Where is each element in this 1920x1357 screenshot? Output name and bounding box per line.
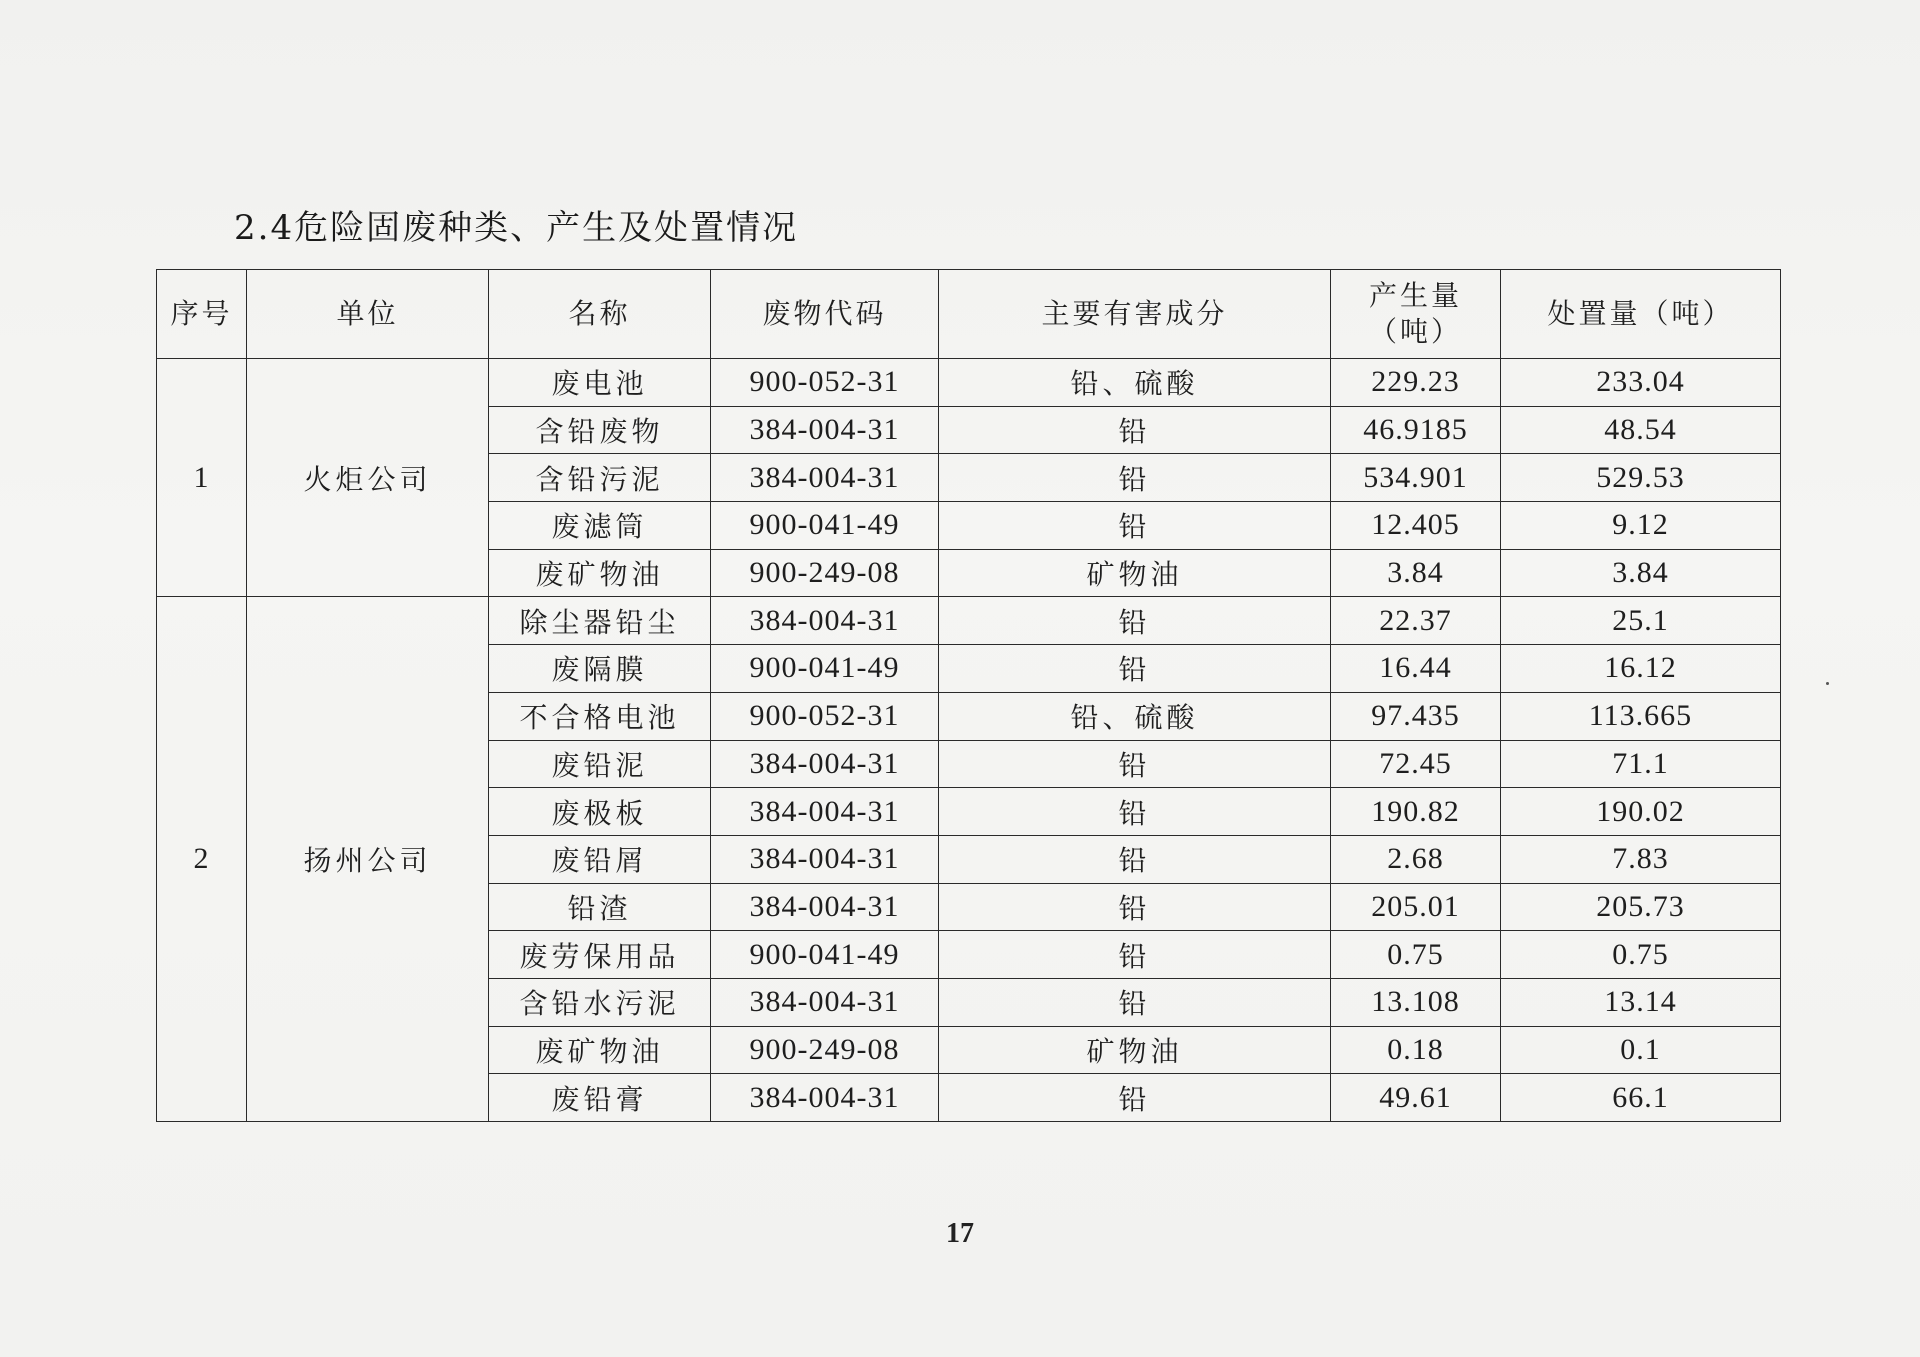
header-component: 主要有害成分: [939, 270, 1331, 359]
cell-name: 废隔膜: [489, 645, 711, 693]
cell-generated: 22.37: [1331, 597, 1501, 645]
cell-code: 384-004-31: [711, 406, 939, 454]
header-seq: 序号: [157, 270, 247, 359]
cell-name: 不合格电池: [489, 692, 711, 740]
cell-component: 铅: [939, 883, 1331, 931]
cell-disposed: 3.84: [1501, 549, 1781, 597]
cell-code: 384-004-31: [711, 454, 939, 502]
cell-code: 900-041-49: [711, 502, 939, 550]
cell-code: 900-052-31: [711, 692, 939, 740]
hazardous-waste-table: [156, 269, 1781, 1122]
cell-disposed: 25.1: [1501, 597, 1781, 645]
cell-generated: 205.01: [1331, 883, 1501, 931]
cell-generated: 13.108: [1331, 978, 1501, 1026]
cell-disposed: 113.665: [1501, 692, 1781, 740]
cell-code: 384-004-31: [711, 597, 939, 645]
cell-disposed: 190.02: [1501, 788, 1781, 836]
cell-component: 矿物油: [939, 1026, 1331, 1074]
table-body: [157, 359, 1781, 1122]
cell-generated: 0.18: [1331, 1026, 1501, 1074]
cell-name: 废铅泥: [489, 740, 711, 788]
cell-code: 900-041-49: [711, 645, 939, 693]
cell-component: 铅: [939, 931, 1331, 979]
cell-disposed: 7.83: [1501, 835, 1781, 883]
cell-disposed: 0.1: [1501, 1026, 1781, 1074]
cell-name: 废滤筒: [489, 502, 711, 550]
section-title: 2.4危险固废种类、产生及处置情况: [234, 208, 799, 248]
cell-generated: 12.405: [1331, 502, 1501, 550]
page-number: 17: [946, 1218, 974, 1249]
cell-code: 384-004-31: [711, 1074, 939, 1122]
cell-unit: 火炬公司: [247, 359, 489, 597]
cell-unit: 扬州公司: [247, 597, 489, 1122]
cell-disposed: 16.12: [1501, 645, 1781, 693]
table-row: [157, 359, 1781, 407]
cell-generated: 3.84: [1331, 549, 1501, 597]
cell-component: 铅、硫酸: [939, 692, 1331, 740]
cell-component: 矿物油: [939, 549, 1331, 597]
cell-name: 除尘器铅尘: [489, 597, 711, 645]
cell-code: 384-004-31: [711, 788, 939, 836]
cell-disposed: 0.75: [1501, 931, 1781, 979]
cell-name: 含铅废物: [489, 406, 711, 454]
cell-name: 废铅膏: [489, 1074, 711, 1122]
cell-generated: 190.82: [1331, 788, 1501, 836]
scan-speck: [1826, 682, 1829, 685]
cell-seq: 1: [157, 359, 247, 597]
cell-name: 含铅污泥: [489, 454, 711, 502]
cell-name: 废劳保用品: [489, 931, 711, 979]
cell-component: 铅: [939, 454, 1331, 502]
header-generated-line2: （吨）: [1368, 315, 1462, 348]
cell-disposed: 66.1: [1501, 1074, 1781, 1122]
cell-disposed: 205.73: [1501, 883, 1781, 931]
header-unit: 单位: [247, 270, 489, 359]
cell-code: 384-004-31: [711, 883, 939, 931]
cell-component: 铅: [939, 645, 1331, 693]
cell-name: 铅渣: [489, 883, 711, 931]
cell-generated: 534.901: [1331, 454, 1501, 502]
cell-generated: 97.435: [1331, 692, 1501, 740]
cell-code: 900-249-08: [711, 1026, 939, 1074]
cell-name: 废电池: [489, 359, 711, 407]
cell-component: 铅: [939, 406, 1331, 454]
hazardous-waste-table-container: [156, 269, 1780, 1122]
cell-disposed: 233.04: [1501, 359, 1781, 407]
cell-component: 铅: [939, 740, 1331, 788]
cell-component: 铅: [939, 788, 1331, 836]
header-name: 名称: [489, 270, 711, 359]
cell-disposed: 71.1: [1501, 740, 1781, 788]
cell-code: 384-004-31: [711, 835, 939, 883]
cell-name: 含铅水污泥: [489, 978, 711, 1026]
cell-component: 铅: [939, 978, 1331, 1026]
cell-generated: 16.44: [1331, 645, 1501, 693]
cell-component: 铅、硫酸: [939, 359, 1331, 407]
table-header: [157, 270, 1781, 359]
cell-disposed: 48.54: [1501, 406, 1781, 454]
header-generated: [1331, 270, 1501, 359]
cell-generated: 46.9185: [1331, 406, 1501, 454]
cell-code: 900-052-31: [711, 359, 939, 407]
cell-component: 铅: [939, 1074, 1331, 1122]
cell-disposed: 9.12: [1501, 502, 1781, 550]
cell-disposed: 529.53: [1501, 454, 1781, 502]
cell-name: 废铅屑: [489, 835, 711, 883]
cell-seq: 2: [157, 597, 247, 1122]
cell-name: 废矿物油: [489, 549, 711, 597]
cell-generated: 72.45: [1331, 740, 1501, 788]
cell-name: 废极板: [489, 788, 711, 836]
cell-name: 废矿物油: [489, 1026, 711, 1074]
cell-generated: 2.68: [1331, 835, 1501, 883]
cell-component: 铅: [939, 502, 1331, 550]
header-generated-line1: 产生量: [1368, 279, 1462, 312]
table-row: [157, 597, 1781, 645]
cell-component: 铅: [939, 597, 1331, 645]
cell-generated: 0.75: [1331, 931, 1501, 979]
cell-code: 384-004-31: [711, 978, 939, 1026]
cell-code: 900-041-49: [711, 931, 939, 979]
cell-component: 铅: [939, 835, 1331, 883]
cell-disposed: 13.14: [1501, 978, 1781, 1026]
header-row: [157, 270, 1781, 359]
cell-generated: 49.61: [1331, 1074, 1501, 1122]
cell-code: 900-249-08: [711, 549, 939, 597]
cell-code: 384-004-31: [711, 740, 939, 788]
cell-generated: 229.23: [1331, 359, 1501, 407]
header-disposed: 处置量（吨）: [1501, 270, 1781, 359]
header-code: 废物代码: [711, 270, 939, 359]
